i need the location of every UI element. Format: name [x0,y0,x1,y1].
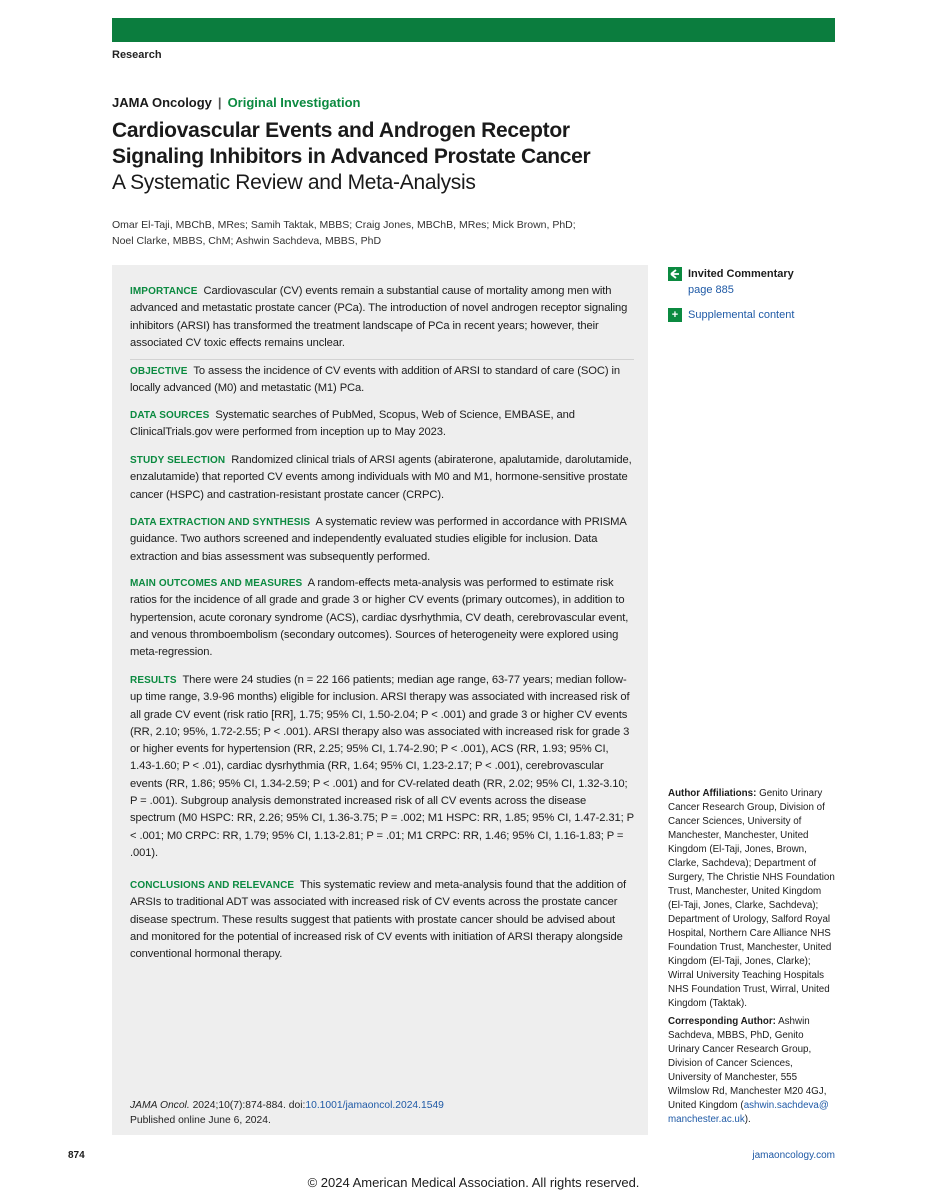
abstract-main-outcomes [130,575,634,661]
abstract-data-extraction [130,514,634,566]
corresponding-text: Ashwin Sachdeva, MBBS, PhD, Genito Urinary Cancer Research Group, Division of Cancer Sciences, University of Manchester, 555 Wilmslow Rd, Manchester M20 4GJ, United Kingdom ( [668,1016,827,1111]
citation-ref: 2024;10(7):874-884. doi: [192,1100,306,1111]
abstract-objective [130,363,634,398]
study-selection-text: Randomized clinical trials of ARSI agents (abiraterone, apalutamide, darolutamide, enzalutamide) that reported CV events among individuals with M0 and M1, hormone-sensitive prostate cancer (HSPC) and castration-resistant prostate cancer (CRPC). [130,454,632,501]
author-list [112,217,632,249]
section-label: Research [112,49,162,61]
abstract-conclusions [130,877,634,963]
study-selection-heading: STUDY SELECTION [130,455,226,466]
abstract-importance [130,283,634,352]
invited-commentary[interactable] [668,266,794,298]
doi-link[interactable]: 10.1001/jamaoncol.2024.1549 [305,1100,444,1111]
supplemental-link[interactable]: Supplemental content [688,309,795,321]
title-line-2: Signaling Inhibitors in Advanced Prostate Cancer [112,145,591,168]
journal-name: JAMA Oncology [112,95,212,110]
arrow-left-icon [668,267,682,281]
plus-icon: + [668,308,682,322]
journal-color-bar [112,18,835,42]
author-line-1: Omar El-Taji, MBChB, MRes; Samih Taktak, MBBS; Craig Jones, MBChB, MRes; Mick Brown, PhD; [112,219,576,231]
copyright-notice: © 2024 American Medical Association. All rights reserved. [307,1175,640,1190]
corresponding-author [668,1015,836,1127]
conclusions-heading: CONCLUSIONS AND RELEVANCE [130,880,295,891]
data-sources-text: Systematic searches of PubMed, Scopus, Web of Science, EMBASE, and ClinicalTrials.gov were performed from inception up to May 2023. [130,409,575,439]
results-text: There were 24 studies (n = 22 166 patients; median age range, 63-77 years; median follow-up time range, 3.9-96 months) eligible for inclusion. ARSI therapy was associated with increased risk of all grade CV event (risk ratio [RR], 1.75; 95% CI, 1.50-2.04; P < .001) and grade 3 or higher CV events (RR, 2.10; 95%, 1.72-2.55; P < .001). ARSI therapy also was associated with increased risk for grade 3 or higher events for hypertension (RR, 2.25; 95% CI, 1.74-2.90; P < .001), ACS (RR, 1.93; 95% CI, 1.43-1.60; P < .01), cardiac dysrhythmia (RR, 1.64; 95% CI, 1.23-2.17; P < .001), cerebrovascular events (RR, 1.86; 95% CI, 1.34-2.59; P < .001) and for CV-related death (RR, 2.02; 95% CI, 1.32-3.10; P = .001). Subgroup analysis demonstrated increased risk of all CV events across the disease spectrum (M0 HSPC: RR, 2.26; 95% CI, 1.36-3.75; P = .002; M1 HSPC: RR, 1.85; 95% CI, 1.47-2.31; P < .001; M0 CRPC: RR, 1.79; 95% CI, 1.13-2.81; P = .01; M1 CRPC: RR, 1.46; 95% CI, 1.16-1.83; P = .001). [130,674,634,859]
main-outcomes-heading: MAIN OUTCOMES AND MEASURES [130,578,303,589]
objective-heading: OBJECTIVE [130,366,188,377]
data-extraction-heading: DATA EXTRACTION AND SYNTHESIS [130,517,311,528]
citation-line [130,1098,444,1113]
commentary-page-link[interactable]: page 885 [688,284,734,296]
conclusions-text: This systematic review and meta-analysis found that the addition of ARSIs to traditional ADT was associated with increased risk of CV events across the prostate cancer disease spectrum. These results suggest that patients with prostate cancer should be advised about and monitored for the potential of increased risk of CV events with initiation of ARSI therapy alongside conventional hormonal therapy. [130,879,626,961]
affiliations-text: Genito Urinary Cancer Research Group, Division of Cancer Sciences, University of Manchester, Manchester, United Kingdom (El-Taji, Jones, Brown, Clarke, Sachdeva); Department of Surgery, The Christie NHS Foundation Trust, Manchester, United Kingdom (El-Taji, Jones, Clarke, Sachdeva); Department of Urology, Salford Royal Hospital, Northern Care Alliance NHS Foundation Trust, Manchester, United Kingdom (El-Taji, Jones, Clarke); Wirral University Teaching Hospitals NHS Foundation Trust, Wirral, United Kingdom (Taktak). [668,788,835,1009]
abstract-data-sources [130,407,634,442]
abstract-study-selection [130,452,634,504]
journal-line [112,95,360,110]
importance-text: Cardiovascular (CV) events remain a substantial cause of mortality among men with advanced and metastatic prostate cancer (PCa). The introduction of novel androgen receptor signaling inhibitors (ARSI) has transformed the treatment landscape of PCa in recent years; however, their associated CV toxic effects remains unclear. [130,285,628,349]
affiliations-label: Author Affiliations: [668,788,757,799]
site-link[interactable]: jamaoncology.com [752,1150,835,1161]
abstract-results [130,672,634,862]
abstract-divider [130,359,634,360]
article-subtitle: A Systematic Review and Meta-Analysis [112,171,476,194]
page-number: 874 [68,1150,85,1161]
journal-separator: | [217,95,222,110]
data-sources-heading: DATA SOURCES [130,410,210,421]
title-line-1: Cardiovascular Events and Androgen Receptor [112,119,570,142]
author-affiliations [668,787,836,1011]
commentary-title: Invited Commentary [688,268,794,280]
article-title [112,118,672,196]
objective-text: To assess the incidence of CV events with addition of ARSI to standard of care (SOC) in locally advanced (M0) and metastatic (M1) PCa. [130,365,620,395]
supplemental-content[interactable] [668,307,794,323]
published-date: Published online June 6, 2024. [130,1115,271,1126]
corresponding-email-link[interactable]: ashwin.sachdeva@ manchester.ac.uk [668,1100,829,1125]
citation-journal: JAMA Oncol. [130,1100,190,1111]
abstract-box [112,265,648,1135]
author-line-2: Noel Clarke, MBBS, ChM; Ashwin Sachdeva, MBBS, PhD [112,235,382,247]
corresponding-label: Corresponding Author: [668,1016,776,1027]
corresponding-tail: ). [744,1114,751,1125]
citation-block [130,1098,444,1128]
results-heading: RESULTS [130,675,177,686]
main-outcomes-text: A random-effects meta-analysis was performed to estimate risk ratios for the incidence of all grade and grade 3 or higher CV events (primary outcomes), in addition to hypertension, acute coronary syndrome (ACS), cardiac dysrhythmia, CV death, cerebrovascular event, and venous thromboembolism (secondary outcomes). Sources of heterogeneity were explored using meta-regression. [130,577,629,659]
data-extraction-text: A systematic review was performed in accordance with PRISMA guidance. Two authors screened and independently evaluated studies eligible for inclusion. Data extraction and bias assessment was subsequently performed. [130,516,627,563]
importance-heading: IMPORTANCE [130,286,198,297]
article-type: Original Investigation [227,95,361,110]
